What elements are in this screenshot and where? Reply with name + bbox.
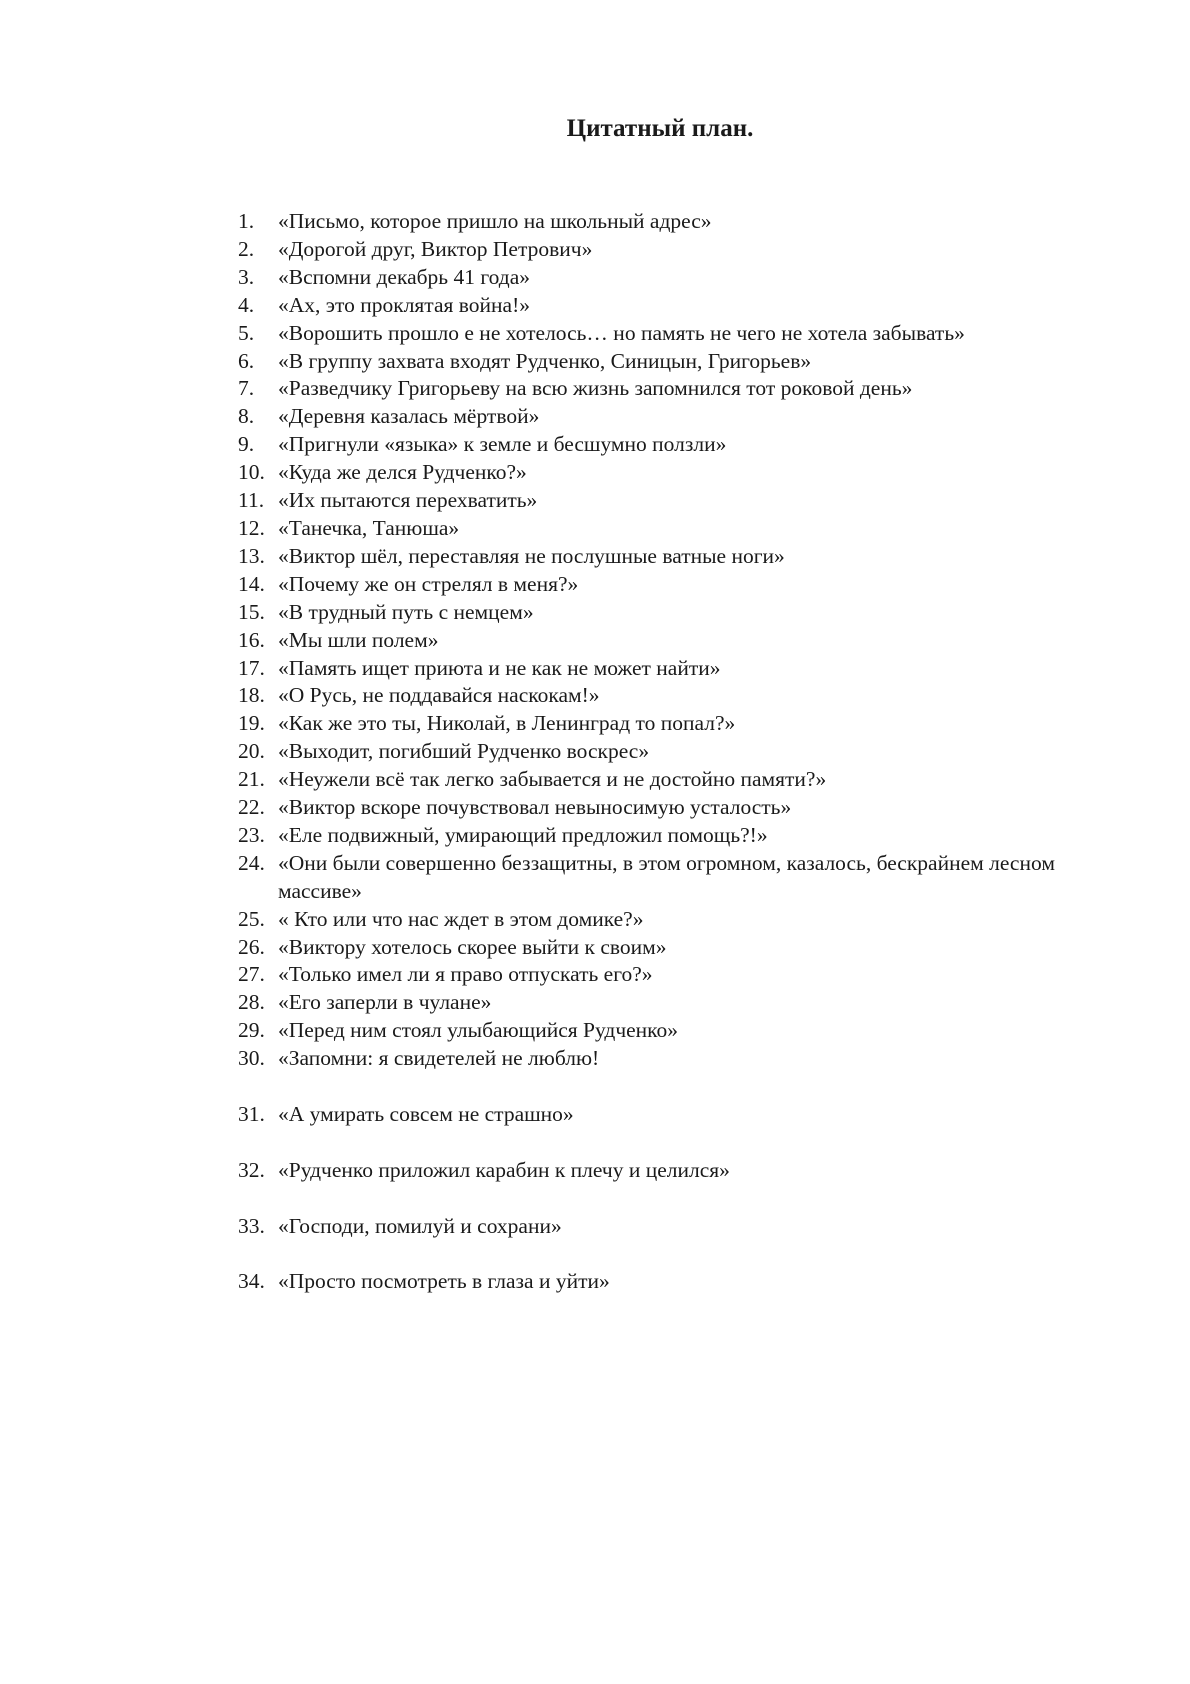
item-number: 28. — [238, 990, 265, 1015]
item-text: «Виктор шёл, переставляя не послушные ватные ноги» — [278, 543, 785, 568]
item-number: 3. — [238, 264, 255, 289]
item-number: 10. — [238, 460, 265, 485]
list-item — [238, 459, 1118, 487]
list-item — [238, 599, 1118, 627]
item-text: «Их пытаются перехватить» — [278, 488, 538, 513]
item-number: 15. — [238, 599, 265, 624]
item-text: «Еле подвижный, умирающий предложил помощь?!» — [278, 822, 768, 847]
list-item — [238, 208, 1118, 236]
item-number: 25. — [238, 906, 265, 931]
item-number: 2. — [238, 236, 255, 261]
item-text: «Как же это ты, Николай, в Ленинград то попал?» — [278, 711, 736, 736]
list-item — [238, 682, 1118, 710]
quote-plan-list — [238, 208, 1118, 1296]
item-text: «Ах, это проклятая война!» — [278, 292, 530, 317]
item-number: 16. — [238, 627, 265, 652]
item-text: «Ворошить прошло е не хотелось… но память не чего не хотела забывать» — [278, 320, 965, 345]
item-number: 1. — [238, 209, 255, 233]
item-number: 11. — [238, 488, 265, 513]
item-text: «Пригнули «языка» к земле и бесшумно ползли» — [278, 432, 727, 457]
item-number: 30. — [238, 1046, 265, 1071]
item-text: «В трудный путь с немцем» — [278, 599, 534, 624]
item-text: «Выходит, погибший Рудченко воскрес» — [278, 739, 650, 764]
list-item — [238, 1157, 1118, 1185]
item-text: «Письмо, которое пришло на школьный адрес» — [278, 209, 712, 233]
list-item — [238, 934, 1118, 962]
list-item — [238, 264, 1118, 292]
item-text: «Танечка, Танюша» — [278, 515, 460, 540]
list-item — [238, 1101, 1118, 1129]
list-item — [238, 487, 1118, 515]
item-text: «Перед ним стоял улыбающийся Рудченко» — [278, 1018, 679, 1043]
item-text: «Почему же он стрелял в меня?» — [278, 571, 579, 596]
list-item — [238, 375, 1118, 403]
item-text: «В группу захвата входят Рудченко, Синицын, Григорьев» — [278, 348, 812, 373]
item-number: 9. — [238, 432, 255, 457]
list-item — [238, 906, 1118, 934]
list-item — [238, 1045, 1118, 1073]
list-item — [238, 571, 1118, 599]
item-number: 29. — [238, 1018, 265, 1043]
item-text: « Кто или что нас ждет в этом домике?» — [278, 906, 644, 931]
item-text: «Запомни: я свидетелей не люблю! — [278, 1046, 600, 1071]
item-number: 8. — [238, 404, 255, 429]
item-number: 22. — [238, 795, 265, 820]
item-text: «Неужели всё так легко забывается и не достойно памяти?» — [278, 767, 827, 792]
item-text: «О Русь, не поддавайся наскокам!» — [278, 683, 600, 708]
item-text: «Только имел ли я право отпускать его?» — [278, 962, 653, 987]
list-item — [238, 1268, 1118, 1296]
item-text: «Память ищет приюта и не как не может найти» — [278, 655, 721, 680]
page-title: Цитатный план. — [566, 115, 754, 142]
item-text: «Виктору хотелось скорее выйти к своим» — [278, 934, 667, 959]
item-number: 27. — [238, 962, 265, 987]
item-text: «Его заперли в чулане» — [278, 990, 492, 1015]
item-text: «Вспомни декабрь 41 года» — [278, 264, 531, 289]
item-number: 7. — [238, 376, 255, 401]
item-text: «Дорогой друг, Виктор Петрович» — [278, 236, 593, 261]
item-number: 34. — [238, 1269, 265, 1294]
list-item — [238, 1017, 1118, 1045]
item-number: 19. — [238, 711, 265, 736]
item-text: «Мы шли полем» — [278, 627, 439, 652]
item-number: 13. — [238, 543, 265, 568]
list-item — [238, 766, 1118, 794]
item-text: «Виктор вскоре почувствовал невыносимую усталость» — [278, 795, 792, 820]
list-item — [238, 850, 1118, 906]
item-number: 20. — [238, 739, 265, 764]
item-number: 12. — [238, 515, 265, 540]
list-item — [238, 989, 1118, 1017]
list-item — [238, 627, 1118, 655]
item-text: «Просто посмотреть в глаза и уйти» — [278, 1269, 610, 1294]
item-number: 23. — [238, 822, 265, 847]
item-number: 17. — [238, 655, 265, 680]
list-item — [238, 403, 1118, 431]
item-text: «Куда же делся Рудченко?» — [278, 460, 527, 485]
item-text: «Они были совершенно беззащитны, в этом огромном, казалось, бескрайнем лесном массиве» — [278, 850, 1055, 903]
list-item — [238, 515, 1118, 543]
list-item — [238, 961, 1118, 989]
item-number: 21. — [238, 767, 265, 792]
item-number: 33. — [238, 1213, 265, 1238]
item-number: 32. — [238, 1157, 265, 1182]
item-number: 4. — [238, 292, 255, 317]
list-item — [238, 348, 1118, 376]
item-text: «Разведчику Григорьеву на всю жизнь запомнился тот роковой день» — [278, 376, 913, 401]
item-number: 18. — [238, 683, 265, 708]
list-item — [238, 431, 1118, 459]
list-item — [238, 655, 1118, 683]
item-number: 31. — [238, 1101, 265, 1126]
list-item — [238, 710, 1118, 738]
item-number: 24. — [238, 850, 265, 875]
item-text: «А умирать совсем не страшно» — [278, 1101, 574, 1126]
item-text: «Деревня казалась мёртвой» — [278, 404, 540, 429]
item-number: 5. — [238, 320, 255, 345]
list-item — [238, 1213, 1118, 1241]
list-item — [238, 738, 1118, 766]
list-item — [238, 794, 1118, 822]
item-text: «Господи, помилуй и сохрани» — [278, 1213, 562, 1238]
list-item — [238, 543, 1118, 571]
list-item — [238, 320, 1118, 348]
item-number: 14. — [238, 571, 265, 596]
item-number: 26. — [238, 934, 265, 959]
list-item — [238, 292, 1118, 320]
item-text: «Рудченко приложил карабин к плечу и целился» — [278, 1157, 730, 1182]
item-number: 6. — [238, 348, 255, 373]
list-item — [238, 236, 1118, 264]
list-item — [238, 822, 1118, 850]
